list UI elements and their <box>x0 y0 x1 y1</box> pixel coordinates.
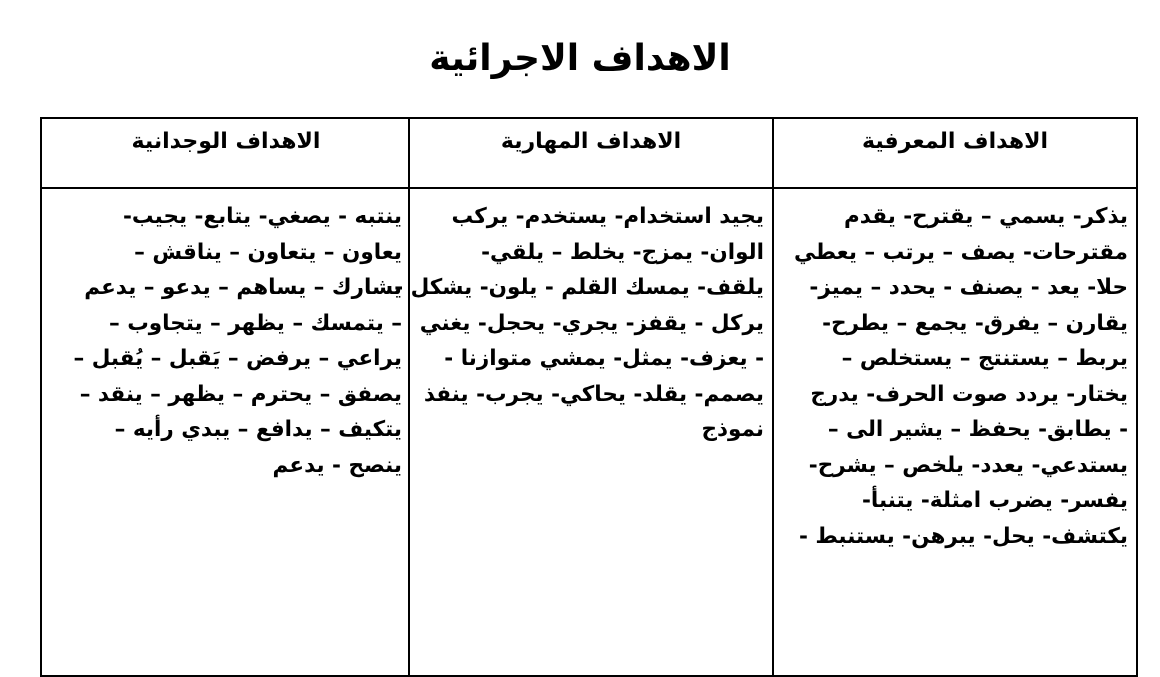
text-line: يكتشف- يحل- يبرهن- يستنبط - <box>798 523 1128 549</box>
text-line: الوان- يمزج- يخلط – يلقي- <box>481 239 764 265</box>
text-line: حلا- يعد - يصنف - يحدد – يميز- <box>809 275 1128 300</box>
text-line: يصمم- يقلد- يحاكي- يجرب- ينفذ <box>423 381 764 407</box>
cell-skills <box>394 199 764 448</box>
text-line: يربط – يستنتج – يستخلص – <box>841 346 1128 371</box>
text-line: يركل - يقفز- يجري- يحجل- يغني <box>419 310 764 336</box>
header-affective: الاهداف الوجدانية <box>131 129 321 154</box>
column-divider <box>408 119 410 675</box>
cell-cognitive <box>776 199 1128 554</box>
text-line: يراعي – يرفض – يَقبل – يُقبل – <box>73 346 402 371</box>
header-cognitive: الاهداف المعرفية <box>861 129 1049 154</box>
text-line: يذكر- يسمي – يقترح- يقدم <box>844 204 1128 229</box>
objectives-table <box>40 117 1138 677</box>
page-title: الاهداف الاجرائية <box>429 38 731 79</box>
text-line: - يطابق- يحفظ – يشير الى – <box>827 417 1128 442</box>
text-line: ينصح - يدعم <box>272 452 402 478</box>
text-line: يتكيف – يدافع – يبدي رأيه – <box>114 417 402 442</box>
text-line: يفسر- يضرب امثلة- يتنبأ- <box>861 488 1128 513</box>
text-line: مقترحات- يصف – يرتب – يعطي <box>793 239 1128 265</box>
text-line: يجيد استخدام- يستخدم- يركب <box>451 204 764 229</box>
text-line: ينتبه - يصغي- يتابع- يجيب- <box>122 204 402 229</box>
text-line: يقارن – يفرق- يجمع – يطرح- <box>822 310 1128 336</box>
text-line: يختار- يردد صوت الحرف- يدرج <box>810 381 1128 407</box>
text-line: نموذج <box>701 417 764 442</box>
text-line: يلقف- يمسك القلم - يلون- يشكل - <box>394 275 764 300</box>
column-divider <box>772 119 774 675</box>
cell-affective <box>48 199 402 483</box>
header-skills: الاهداف المهارية <box>500 129 682 154</box>
text-line: يشارك – يساهم – يدعو – يدعم <box>84 275 402 300</box>
text-line: – يتمسك – يظهر – يتجاوب – <box>108 310 402 336</box>
text-line: يعاون – يتعاون – يناقش – <box>134 239 402 265</box>
text-line: يصفق – يحترم – يظهر – ينقد – <box>79 381 402 407</box>
text-line: - يعزف- يمثل- يمشي متوازنا - <box>444 346 764 371</box>
text-line: يستدعي- يعدد- يلخص – يشرح- <box>808 452 1128 478</box>
